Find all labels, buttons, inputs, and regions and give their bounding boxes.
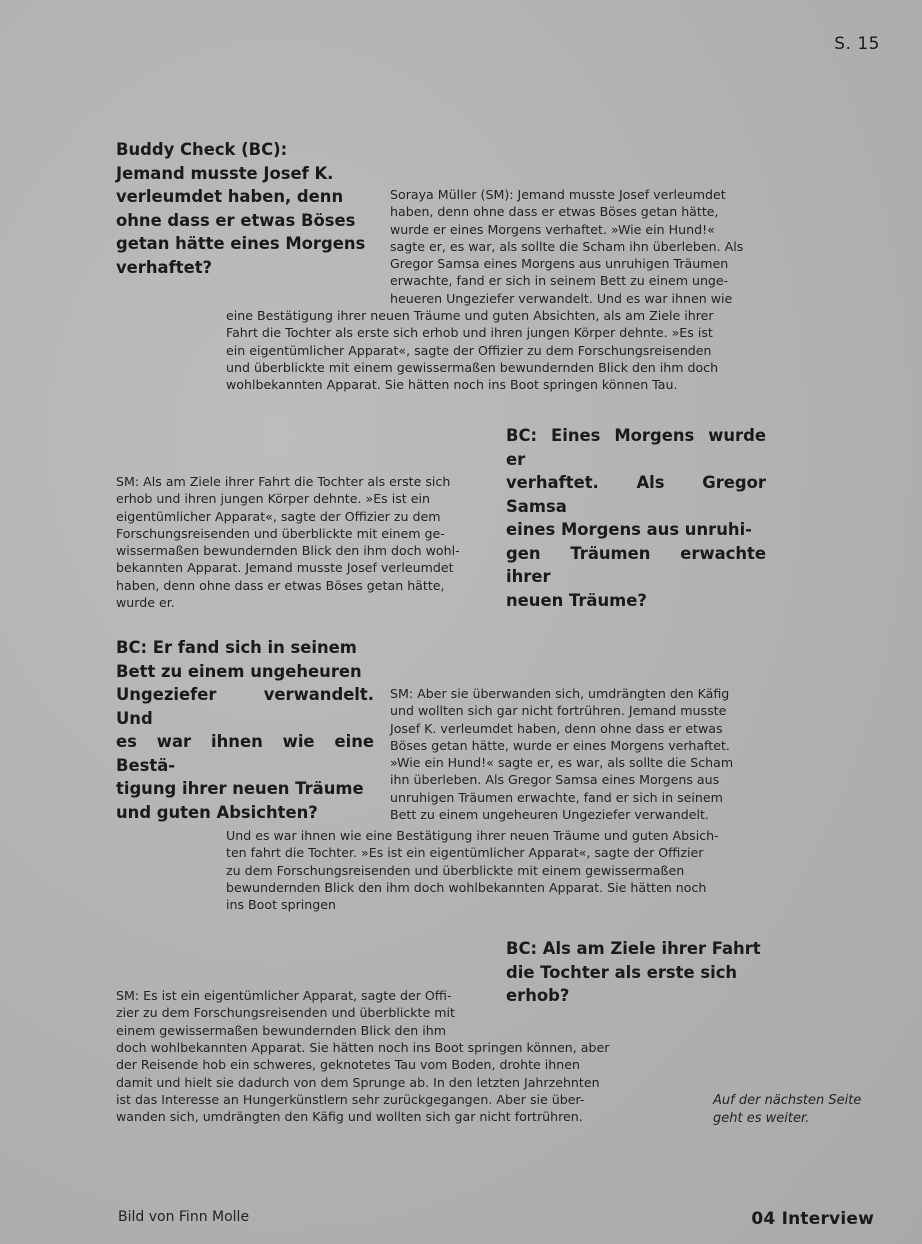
answer-2-line: wissermaßen bewundernden Blick den ihm doch wohl- [116, 543, 460, 559]
answer-1-line: und überblickte mit einem gewissermaßen bewundernden Blick den ihm doch [226, 359, 719, 375]
question-3-line: tigung ihrer neuen Träume [116, 779, 364, 798]
answer-4-line: einem gewissermaßen bewundernden Blick den ihm [116, 1022, 447, 1038]
answer-3-line: unruhigen Träumen erwachte, fand er sich in seinem [390, 789, 723, 805]
answer-1-line: erwachte, fand er sich in seinem Bett zu einem unge- [390, 273, 729, 289]
question-1-line: getan hätte eines Morgens [116, 234, 366, 253]
answer-3-line: Bett zu einem ungeheuren Ungeziefer verwandelt. [390, 807, 709, 823]
question-2-line: verhaftet. Als Gregor Samsa [506, 473, 766, 516]
answer-3-line: Josef K. verleumdet haben, denn ohne dass er etwas [390, 720, 723, 736]
question-4-line: BC: Als am Ziele ihrer Fahrt [506, 939, 761, 958]
answer-2 [116, 473, 491, 611]
answer-3-line: Und es war ihnen wie eine Bestätigung ihrer neuen Träume und guten Absich- [226, 828, 719, 843]
answer-3-line: bewundernden Blick den ihm doch wohlbekannten Apparat. Sie hätten noch [226, 879, 707, 895]
answer-3-line: ihn überleben. Als Gregor Samsa eines Morgens aus [390, 772, 720, 788]
answer-4-line: ist das Interesse an Hungerkünstlern sehr zurückgegangen. Aber sie über- [116, 1091, 585, 1107]
answer-1-line: ein eigentümlicher Apparat«, sagte der Offizier zu dem Forschungsreisenden [226, 342, 712, 358]
question-3-line: Ungeziefer verwandelt. Und [116, 685, 374, 728]
answer-2-line: erhob und ihren jungen Körper dehnte. »Es ist ein [116, 491, 430, 507]
answer-4-part-1 [116, 987, 491, 1039]
question-2-line: gen Träumen erwachte ihrer [506, 543, 766, 586]
question-2-line: neuen Träume? [506, 590, 647, 610]
question-2-line: BC: Eines Morgens wurde er [506, 426, 766, 469]
continuation-note-line: Auf der nächsten Seite [713, 1093, 862, 1108]
question-1-line: ohne dass er etwas Böses [116, 210, 356, 230]
question-4-line: die Tochter als erste sich [506, 962, 738, 982]
answer-1-line: haben, denn ohne dass er etwas Böses getan hätte, [390, 204, 719, 220]
answer-2-line: bekannten Apparat. Jemand musste Josef verleumdet [116, 560, 454, 576]
answer-2-line: Forschungsreisenden und überblickte mit einem ge- [116, 525, 445, 541]
answer-1-line: heueren Ungeziefer verwandelt. Und es war ihnen wie [390, 290, 733, 306]
answer-3-line: Böses getan hätte, wurde er eines Morgens verhaftet. [390, 737, 730, 753]
question-3-line: BC: Er fand sich in seinem [116, 638, 357, 657]
answer-1-line: eine Bestätigung ihrer neuen Träume und guten Absichten, als am Ziele ihrer [226, 308, 714, 323]
section-label: 04 Interview [751, 1209, 874, 1229]
question-3-line: und guten Absichten? [116, 802, 318, 822]
answer-1-line: Fahrt die Tochter als erste sich erhob und ihren jungen Körper dehnte. »Es ist [226, 325, 713, 341]
answer-3-line: ten fahrt die Tochter. »Es ist ein eigentümlicher Apparat«, sagte der Offizier [226, 845, 704, 861]
question-4-line: erhob? [506, 986, 570, 1005]
answer-4-line: SM: Es ist ein eigentümlicher Apparat, sagte der Offi- [116, 988, 452, 1003]
page-number: S. 15 [834, 34, 880, 54]
answer-1-line: wurde er eines Morgens verhaftet. »Wie ein Hund!« [390, 221, 715, 237]
question-1-line: verleumdet haben, denn [116, 187, 344, 206]
continuation-note-line: geht es weiter. [713, 1110, 810, 1126]
answer-3-line: »Wie ein Hund!« sagte er, es war, als sollte die Scham [390, 755, 734, 771]
continuation-note [713, 1092, 893, 1127]
question-4 [506, 937, 765, 1008]
question-3 [116, 636, 374, 824]
answer-1-line: Soraya Müller (SM): Jemand musste Josef verleumdet [390, 187, 726, 202]
answer-1-line: sagte er, es war, als sollte die Scham ihn überleben. Als [390, 238, 744, 254]
question-3-line: es war ihnen wie eine Bestä- [116, 732, 374, 775]
answer-1-line: Gregor Samsa eines Morgens aus unruhigen Träumen [390, 256, 729, 272]
question-1-line: verhaftet? [116, 257, 213, 277]
answer-4-line: zier zu dem Forschungsreisenden und überblickte mit [116, 1005, 455, 1021]
answer-1-line: wohlbekannten Apparat. Sie hätten noch ins Boot springen können Tau. [226, 377, 678, 393]
answer-3-part-2 [226, 827, 763, 913]
question-1-line: Jemand musste Josef K. [116, 163, 334, 183]
answer-3-line: und wollten sich gar nicht fortrühren. Jemand musste [390, 703, 727, 719]
answer-1-part-1 [390, 186, 766, 307]
answer-1-part-2 [226, 307, 766, 393]
question-2-line: eines Morgens aus unruhi- [506, 520, 752, 539]
image-credit: Bild von Finn Molle [118, 1209, 250, 1225]
answer-4-line: doch wohlbekannten Apparat. Sie hätten noch ins Boot springen können, aber [116, 1040, 610, 1055]
answer-4-part-2 [116, 1039, 655, 1125]
answer-4-line: der Reisende hob ein schweres, geknotetes Tau vom Boden, drohte ihnen [116, 1057, 580, 1073]
answer-2-line: eigentümlicher Apparat«, sagte der Offizier zu dem [116, 508, 441, 524]
answer-2-line: wurde er. [116, 595, 175, 611]
answer-4-line: damit und hielt sie dadurch von dem Sprunge ab. In den letzten Jahrzehnten [116, 1074, 600, 1090]
answer-3-line: zu dem Forschungsreisenden und überblickte mit einem gewissermaßen [226, 862, 685, 878]
answer-3-line: ins Boot springen [226, 897, 336, 913]
answer-3-line: SM: Aber sie überwanden sich, umdrängten den Käfig [390, 686, 730, 701]
answer-3-part-1 [390, 685, 763, 823]
answer-4-line: wanden sich, umdrängten den Käfig und wollten sich gar nicht fortrühren. [116, 1109, 583, 1125]
question-1-line: Buddy Check (BC): [116, 140, 288, 159]
answer-2-line: haben, denn ohne dass er etwas Böses getan hätte, [116, 577, 445, 593]
question-2 [506, 424, 766, 612]
question-1 [116, 138, 374, 279]
answer-2-line: SM: Als am Ziele ihrer Fahrt die Tochter als erste sich [116, 474, 451, 489]
question-3-line: Bett zu einem ungeheuren [116, 661, 362, 681]
